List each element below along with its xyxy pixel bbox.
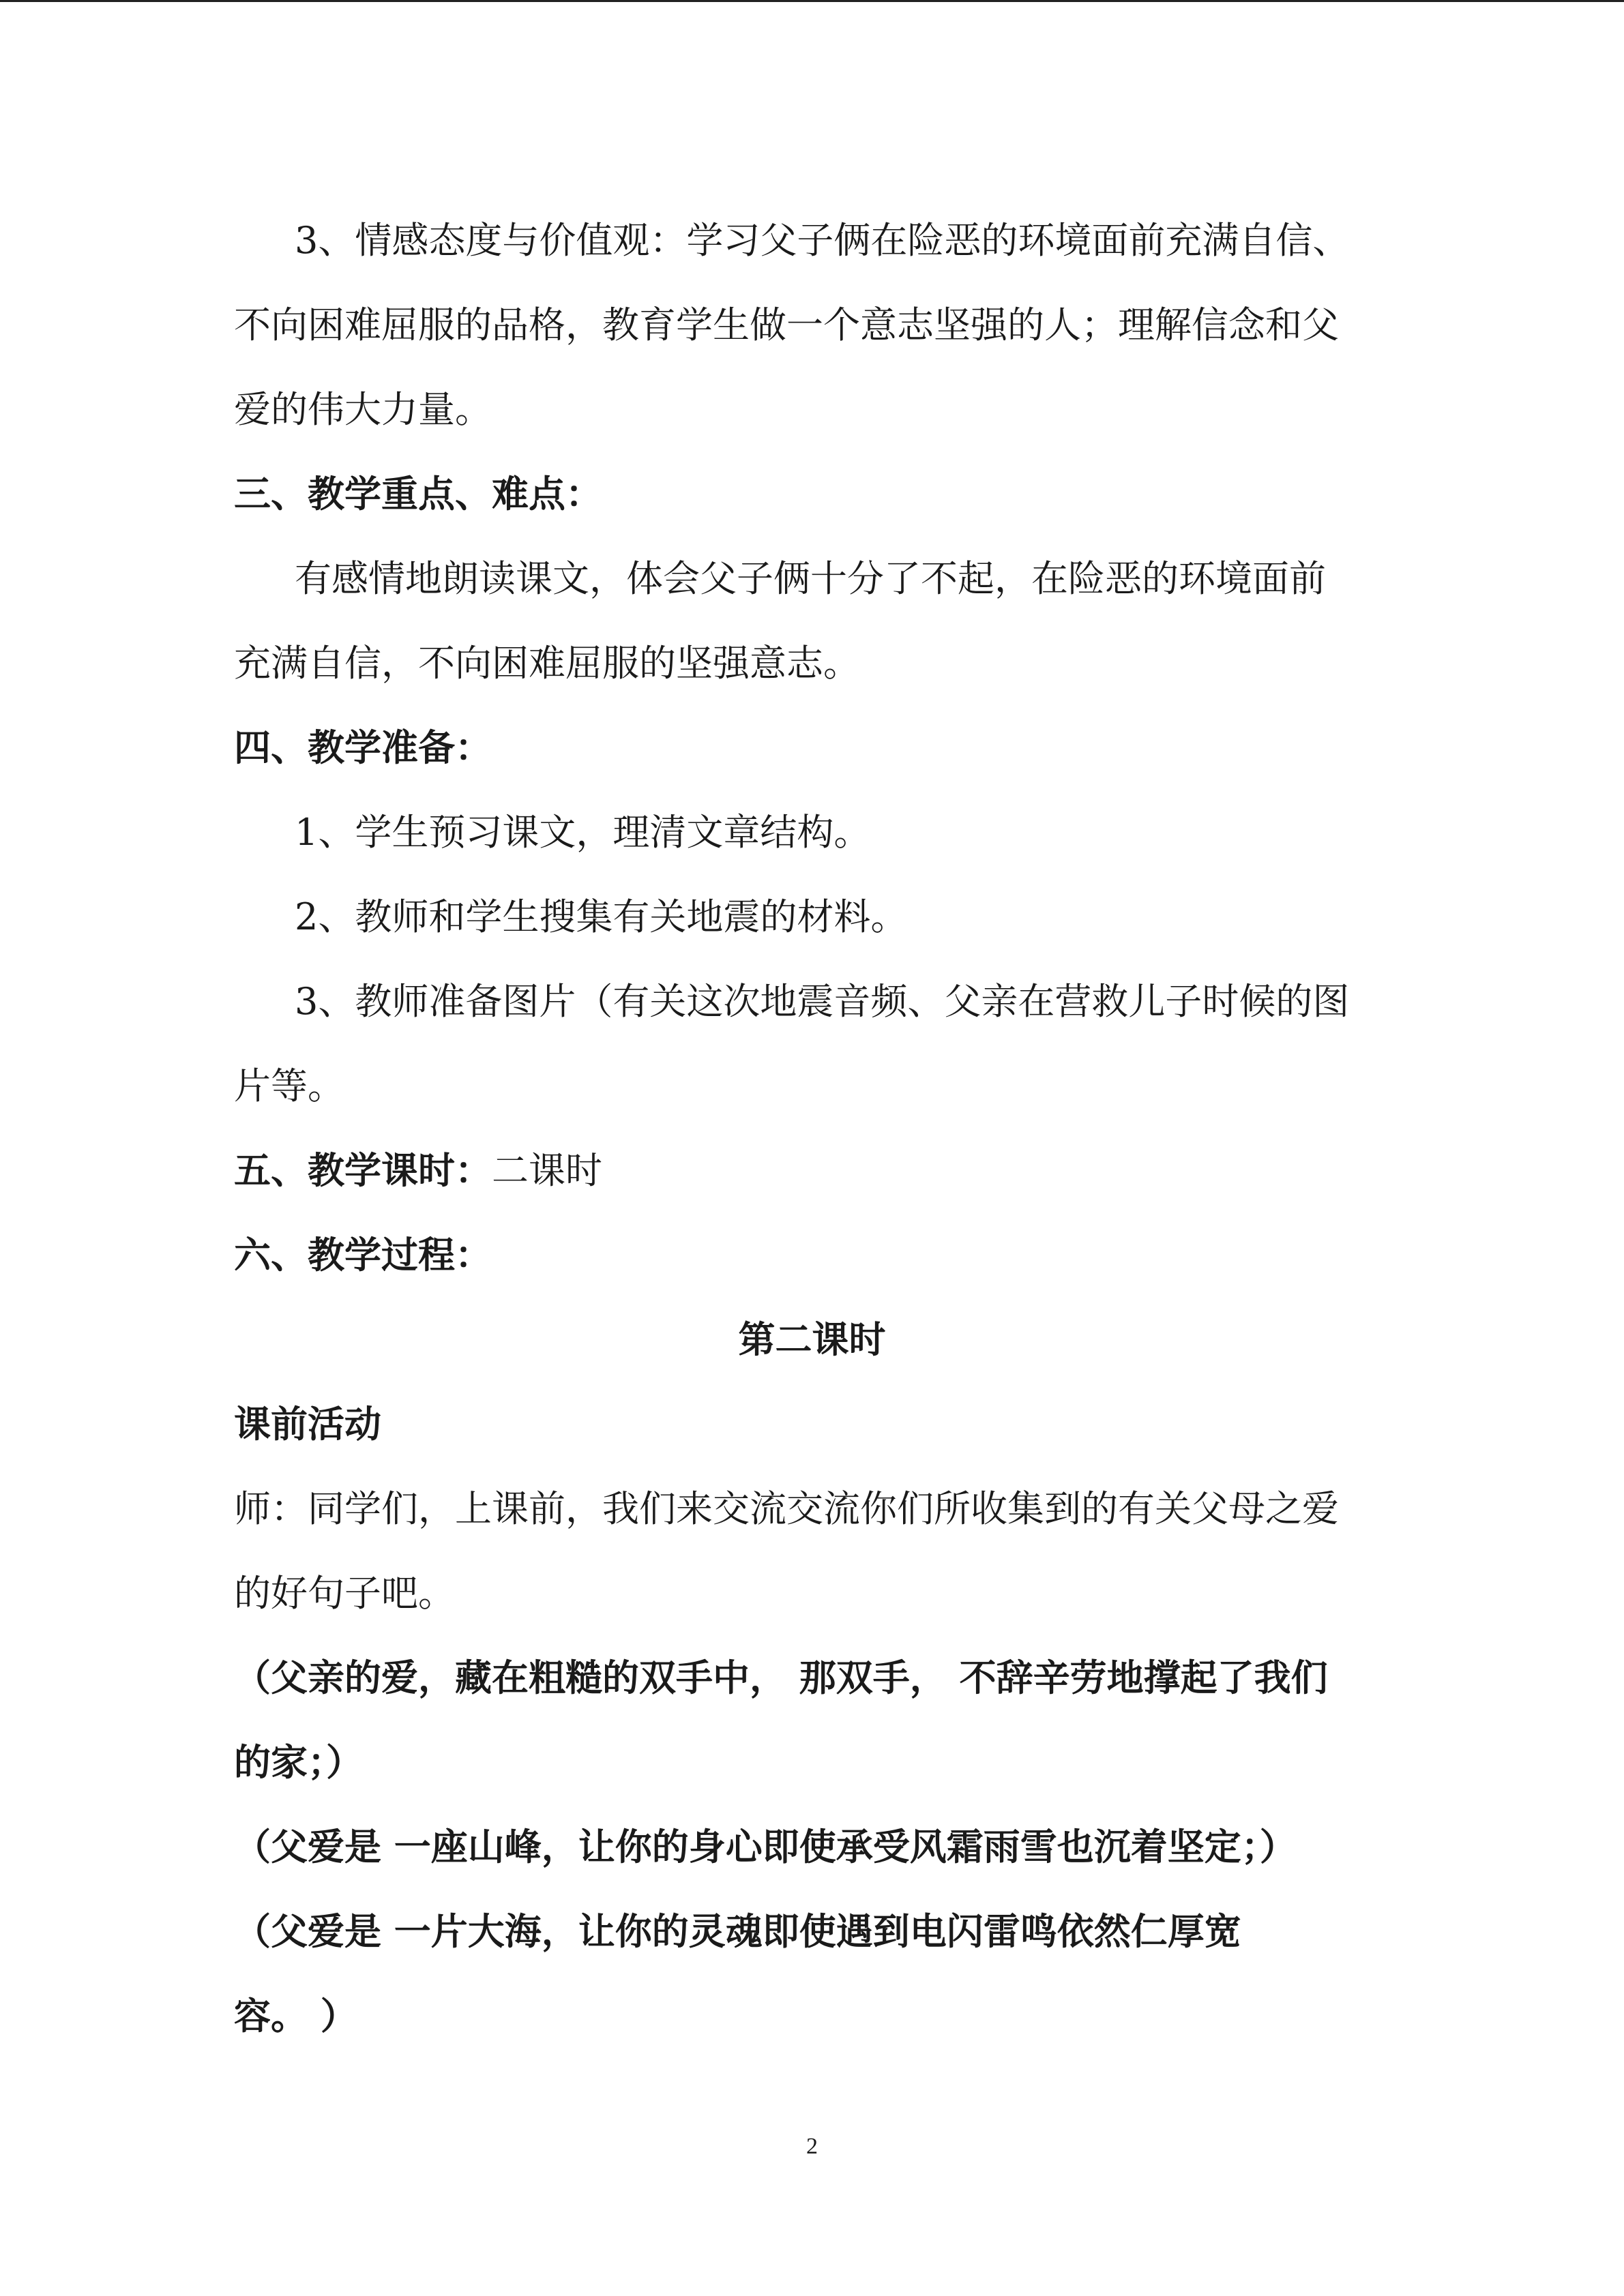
key-points-line-1: 有感情地朗读课文，体会父子俩十分了不起，在险恶的环境面前 — [295, 557, 1326, 600]
quote-3-line-2: 容。 ） — [234, 1995, 357, 2038]
quote-1-line-2: 的家；） — [234, 1741, 363, 1784]
section-heading-class-hours: 五、教学课时： — [234, 1149, 492, 1192]
section-heading-preparation: 四、教学准备： — [234, 726, 492, 769]
goal-3-line-1: 3、情感态度与价值观：学习父子俩在险恶的环境面前充满自信、 — [295, 219, 1350, 262]
teacher-prompt-line-1: 师：同学们，上课前，我们来交流交流你们所收集到的有关父母之爱 — [234, 1487, 1339, 1530]
preparation-item-3-line-2: 片等。 — [234, 1064, 344, 1107]
goal-3-line-2: 不向困难屈服的品格，教育学生做一个意志坚强的人；理解信念和父 — [234, 303, 1339, 346]
preparation-item-2: 2、教师和学生搜集有关地震的材料。 — [295, 895, 908, 938]
quote-2: （父爱是 一座山峰，让你的身心即使承受风霜雨雪也沉着坚定；） — [234, 1825, 1297, 1868]
section-heading-key-points: 三、教学重点、难点： — [234, 473, 602, 516]
lesson-title: 第二课时 — [738, 1318, 886, 1361]
quote-1-line-1: （父亲的爱，藏在粗糙的双手中， 那双手， 不辞辛劳地撑起了我们 — [234, 1656, 1328, 1699]
key-points-line-2: 充满自信，不向困难屈服的坚强意志。 — [234, 642, 860, 685]
class-hours-row — [234, 1147, 1393, 1195]
preparation-item-1: 1、学生预习课文，理清文章结构。 — [295, 811, 871, 854]
section-heading-process: 六、教学过程： — [234, 1234, 492, 1277]
teacher-prompt-line-2: 的好句子吧。 — [234, 1572, 455, 1615]
preparation-item-3-line-1: 3、教师准备图片（有关这次地震音频、父亲在营救儿子时候的图 — [295, 980, 1350, 1023]
pre-class-activity-heading: 课前活动 — [234, 1403, 381, 1446]
page-number: 2 — [806, 2134, 818, 2159]
quote-3-line-1: （父爱是 一片大海，让你的灵魂即使遇到电闪雷鸣依然仁厚宽 — [234, 1910, 1241, 1953]
class-hours-value: 二课时 — [492, 1149, 602, 1192]
goal-3-line-3: 爱的伟大力量。 — [234, 388, 492, 431]
